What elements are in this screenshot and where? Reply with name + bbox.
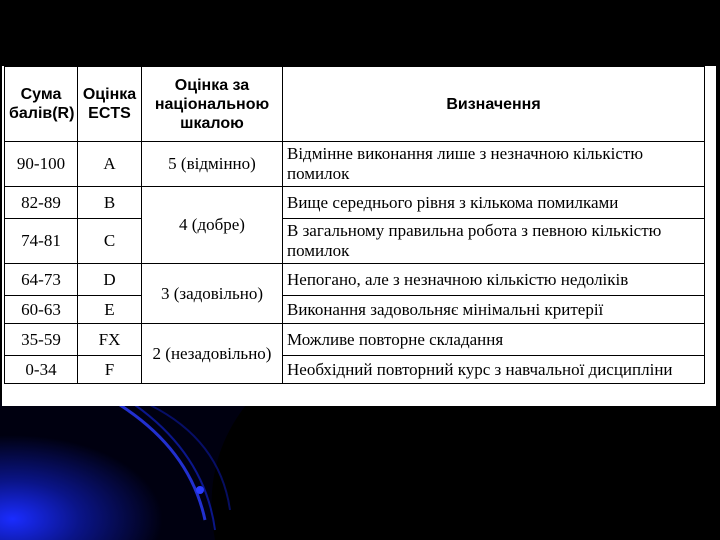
sum-cell: 0-34 <box>5 356 78 384</box>
ects-cell: E <box>78 296 142 324</box>
table-row <box>5 187 705 219</box>
sum-cell: 35-59 <box>5 324 78 356</box>
table-row <box>5 324 705 356</box>
definition-cell: Необхідний повторний курс з навчальної дисципліни <box>283 356 705 384</box>
national-cell: 3 (задовільно) <box>142 264 283 324</box>
definition-cell: Відмінне виконання лише з незначною кількістю помилок <box>283 142 705 187</box>
table-row <box>5 296 705 324</box>
national-cell: 5 (відмінно) <box>142 142 283 187</box>
header-ects: Оцінка ECTS <box>78 67 142 142</box>
sum-cell: 64-73 <box>5 264 78 296</box>
ects-cell: B <box>78 187 142 219</box>
sum-cell: 82-89 <box>5 187 78 219</box>
header-definition: Визначення <box>283 67 705 142</box>
ects-cell: F <box>78 356 142 384</box>
table-row <box>5 142 705 187</box>
table-row <box>5 356 705 384</box>
ects-cell: D <box>78 264 142 296</box>
table-row <box>5 264 705 296</box>
definition-cell: Виконання задовольняє мінімальні критерії <box>283 296 705 324</box>
ects-cell: C <box>78 219 142 264</box>
definition-cell: Можливе повторне складання <box>283 324 705 356</box>
ects-cell: FX <box>78 324 142 356</box>
definition-cell: Вище середнього рівня з кількома помилками <box>283 187 705 219</box>
sum-cell: 60-63 <box>5 296 78 324</box>
table-header-row <box>5 67 705 142</box>
definition-cell: В загальному правильна робота з певною кількістю помилок <box>283 219 705 264</box>
header-sum: Сума балів(R) <box>5 67 78 142</box>
header-national: Оцінка за національною шкалою <box>142 67 283 142</box>
national-cell: 4 (добре) <box>142 187 283 264</box>
ects-grading-table <box>4 66 705 384</box>
sum-cell: 74-81 <box>5 219 78 264</box>
sum-cell: 90-100 <box>5 142 78 187</box>
ects-cell: A <box>78 142 142 187</box>
national-cell: 2 (незадовільно) <box>142 324 283 384</box>
table-row <box>5 219 705 264</box>
grading-table-panel <box>2 66 716 406</box>
definition-cell: Непогано, але з незначною кількістю недоліків <box>283 264 705 296</box>
